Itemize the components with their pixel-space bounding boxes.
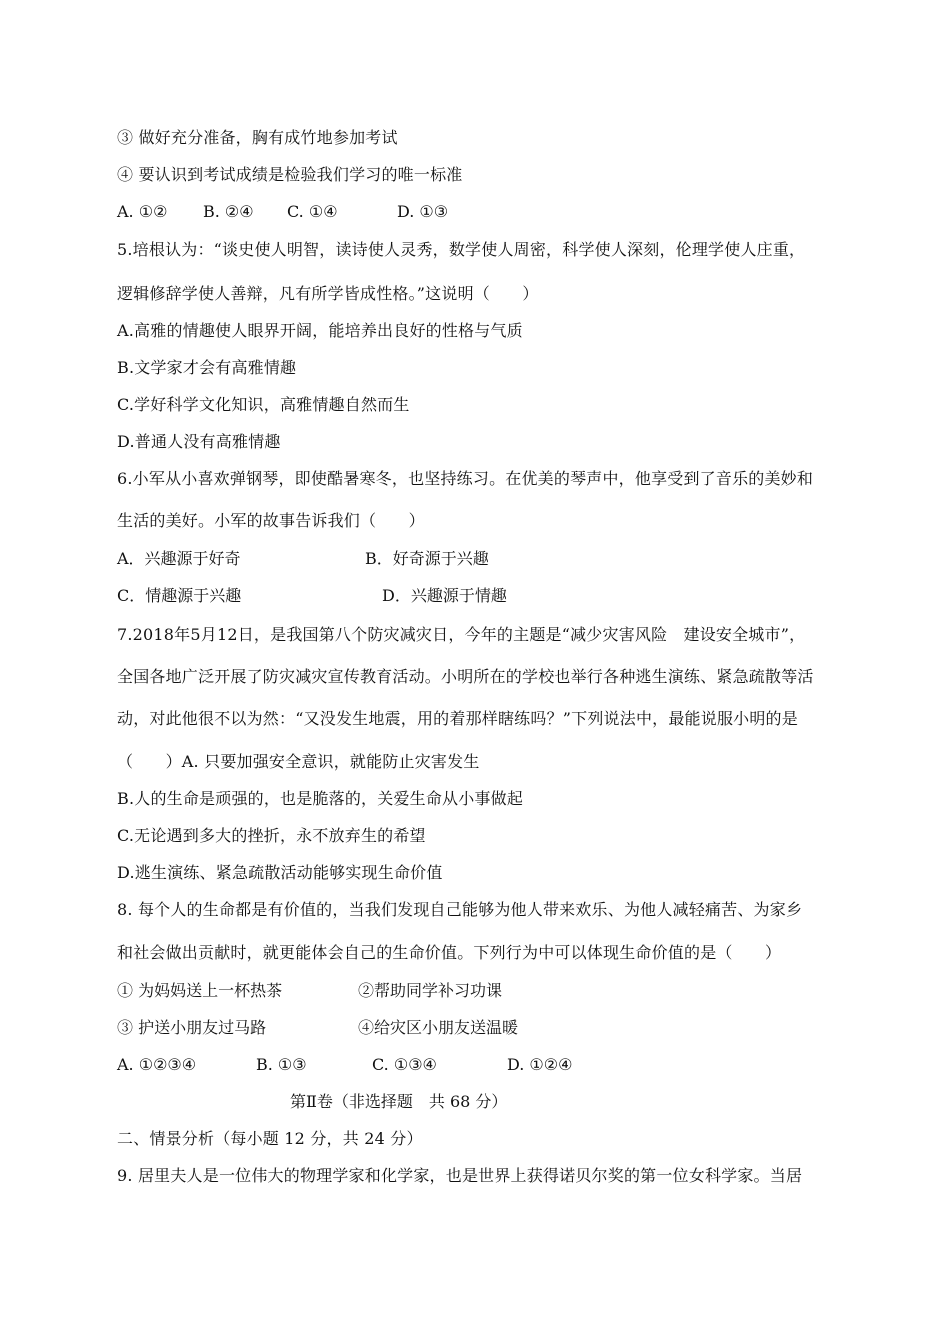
q7-stem-line-1: 7.2018年5月12日，是我国第八个防灾减灾日，今年的主题是“减少灾害风险 建设安全城市”， xyxy=(117,625,806,644)
q8-stem-line-1: 8. 每个人的生命都是有价值的，当我们发现自己能够为他人带来欢乐、为他人减轻痛苦、为家乡 xyxy=(117,900,803,919)
q6-option-b: B．好奇源于兴趣 xyxy=(365,549,489,568)
q6-option-c: C．情趣源于兴趣 xyxy=(117,586,242,605)
q5-option-b: B.文学家才会有高雅情趣 xyxy=(117,358,297,377)
q7-stem-line-4: （ ）A. 只要加强安全意识，就能防止灾害发生 xyxy=(117,752,480,771)
q6-option-a: A．兴趣源于好奇 xyxy=(117,549,241,568)
q8-option-c: C. ①③④ xyxy=(372,1055,437,1074)
q8-item-3: ③ 护送小朋友过马路 xyxy=(117,1018,267,1037)
q5-option-d: D.普通人没有高雅情趣 xyxy=(117,432,281,451)
part-2-title: 第Ⅱ卷（非选择题 共 68 分） xyxy=(290,1092,508,1111)
q8-option-b: B. ①③ xyxy=(256,1055,307,1074)
q6-option-d: D．兴趣源于情趣 xyxy=(382,586,507,605)
q5-option-c: C.学好科学文化知识，高雅情趣自然而生 xyxy=(117,395,410,414)
q7-stem-line-2: 全国各地广泛开展了防灾减灾宣传教育活动。小明所在的学校也举行各种逃生演练、紧急疏散等活 xyxy=(117,667,814,686)
q4-option-d: D. ①③ xyxy=(397,202,449,221)
q8-option-d: D. ①②④ xyxy=(507,1055,573,1074)
q5-stem-line-1: 5.培根认为：“谈史使人明智，读诗使人灵秀，数学使人周密，科学使人深刻，伦理学使人庄重， xyxy=(117,240,806,259)
q7-option-c: C.无论遇到多大的挫折，永不放弃生的希望 xyxy=(117,826,426,845)
q7-stem-line-3: 动，对此他很不以为然：“又没发生地震，用的着那样瞎练吗？”下列说法中，最能说服小明的是 xyxy=(117,709,798,728)
q9-stem-line-1: 9. 居里夫人是一位伟大的物理学家和化学家，也是世界上获得诺贝尔奖的第一位女科学家。当居 xyxy=(117,1166,803,1185)
q5-option-a: A.高雅的情趣使人眼界开阔，能培养出良好的性格与气质 xyxy=(117,321,523,340)
q8-option-a: A. ①②③④ xyxy=(117,1055,197,1074)
q8-stem-line-2: 和社会做出贡献时，就更能体会自己的生命价值。下列行为中可以体现生命价值的是（ ） xyxy=(117,943,782,962)
q7-option-b: B.人的生命是顽强的，也是脆落的，关爱生命从小事做起 xyxy=(117,789,524,808)
q6-stem-line-2: 生活的美好。小军的故事告诉我们（ ） xyxy=(117,511,425,530)
q4-item-4: ④ 要认识到考试成绩是检验我们学习的唯一标准 xyxy=(117,165,463,184)
q8-item-2: ②帮助同学补习功课 xyxy=(358,981,503,1000)
q7-option-d: D.逃生演练、紧急疏散活动能够实现生命价值 xyxy=(117,863,443,882)
q4-item-3: ③ 做好充分准备，胸有成竹地参加考试 xyxy=(117,128,398,147)
q8-item-4: ④给灾区小朋友送温暖 xyxy=(358,1018,519,1037)
q4-option-b: B. ②④ xyxy=(203,202,254,221)
q4-option-a: A. ①② xyxy=(117,202,168,221)
section-2-heading: 二、情景分析（每小题 12 分，共 24 分） xyxy=(117,1129,423,1148)
q6-stem-line-1: 6.小军从小喜欢弹钢琴，即使酷暑寒冬，也坚持练习。在优美的琴声中，他享受到了音乐的美妙和 xyxy=(117,469,814,488)
q4-option-c: C. ①④ xyxy=(287,202,338,221)
q8-item-1: ① 为妈妈送上一杯热茶 xyxy=(117,981,283,1000)
q5-stem-line-2: 逻辑修辞学使人善辩，凡有所学皆成性格。”这说明（ ） xyxy=(117,284,539,303)
